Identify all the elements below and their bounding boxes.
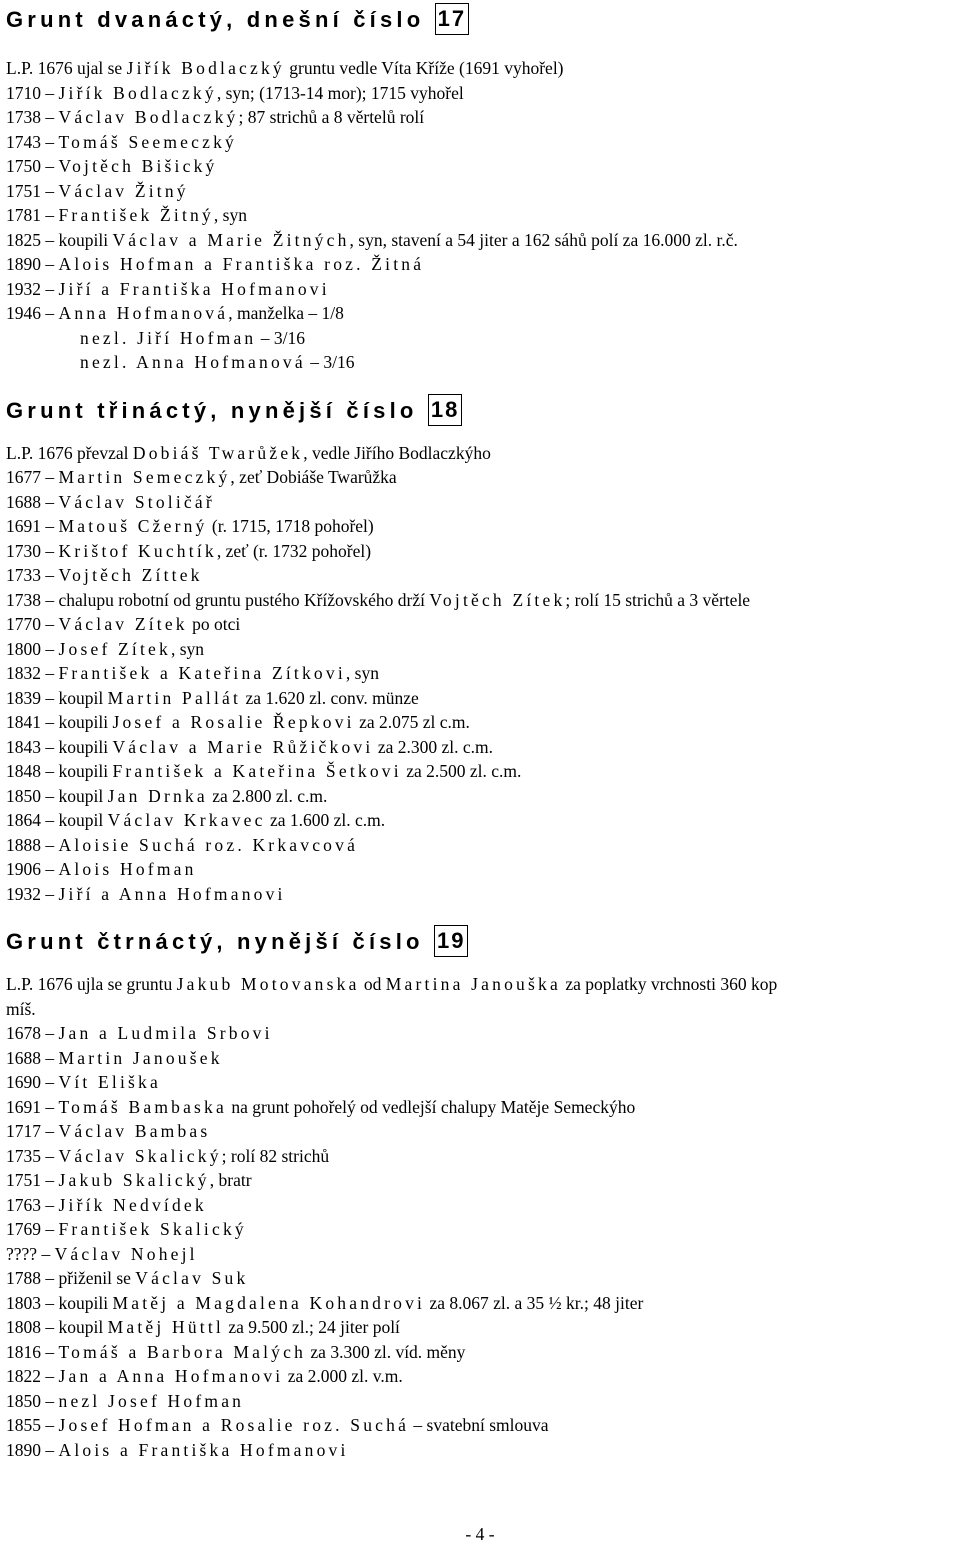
person-name: Jakub Skalický [58,1170,210,1190]
entry-text: , syn, stavení a 54 jiter a 162 sáhů polí za 16.000 zl. r.č. [349,229,738,250]
entry-line [6,514,960,539]
entry-text: 1690 – [6,1072,59,1092]
entry-text: , vedle Jiřího Bodlaczkýho [303,442,491,463]
entry-text: ; 87 strichů a 8 věrtelů rolí [238,107,425,127]
entry-text: ; rolí 15 strichů a 3 věrtele [565,589,751,610]
entry-line [6,252,960,277]
entry-text: 1822 – [6,1366,59,1386]
entry-line [6,784,960,809]
person-name: Jiřík Bodlaczký [58,82,217,103]
person-name: Vojtěch Zítek [429,589,566,610]
entry-text: 1841 – koupili [6,712,113,732]
entry-text: za 8.067 zl. a 35 ½ kr.; 48 jiter [425,1292,644,1313]
entry-text: za poplatky vrchnosti 360 kop [560,974,778,994]
entry-text: 1839 – koupil [6,687,108,708]
entry-text: 1848 – koupili [6,761,113,781]
entry-line [6,1413,960,1438]
entry-text: 1751 – [6,1170,59,1190]
entry-text: 1688 – [6,491,59,512]
entry-text: L.P. 1676 ujla se gruntu [6,974,177,994]
entry-line [6,56,960,81]
entry-text: od [359,974,386,994]
entry-line [6,661,960,686]
entry-text: 1770 – [6,614,59,634]
entry-line [6,759,960,784]
entry-text: 1710 – [6,82,59,103]
entry-line [6,1119,960,1144]
entry-line [6,612,960,637]
person-name: Václav Bambas [58,1121,211,1141]
entry-text: 1855 – [6,1415,59,1435]
entry-line [6,1340,960,1365]
entry-line [6,1193,960,1218]
entry-text: ; rolí 82 strichů [221,1145,330,1166]
entry-text: 1843 – koupili [6,736,113,757]
entry-line [6,490,960,515]
entry-line [6,441,960,466]
entry-line [6,154,960,179]
entry-line [6,179,960,204]
entry-text: 1864 – koupil [6,810,108,830]
person-name: Alois a Františka Hofmanovi [58,1439,349,1460]
entry-text: 1738 – [6,107,59,127]
person-name: Václav Žitný [58,180,189,201]
entry-line [6,1217,960,1242]
person-name: Václav Krkavec [107,810,266,830]
person-name: Vojtěch Bišický [58,156,218,176]
entry-text: míš. [6,998,36,1019]
entry-line [6,326,960,351]
entry-text: 1803 – koupili [6,1292,113,1313]
person-name: Krištof Kuchtík [58,540,217,561]
entry-text: 1691 – [6,1096,59,1117]
section-19 [6,922,960,1462]
section-number-box: 19 [434,925,468,957]
entry-text: L.P. 1676 převzal [6,442,133,463]
entry-text: 1932 – [6,278,59,299]
person-name: Jiří a Anna Hofmanovi [58,883,286,904]
entry-line [6,465,960,490]
entry-text: po otci [187,614,241,634]
entry-line [6,1364,960,1389]
person-name: Václav Zítek [58,614,188,634]
entry-line [6,1315,960,1340]
person-name: Josef a Rosalie Řepkovi [112,712,355,732]
entry-list [6,972,960,1462]
entry-text: za 1.600 zl. c.m. [265,810,386,830]
person-name: Tomáš Bambaska [58,1096,227,1117]
section-title: Grunt třináctý, nynější číslo [6,397,418,423]
section-number-box: 17 [435,3,469,35]
entry-text: na grunt pohořelý od vedlejší chalupy Matěje Semeckýho [226,1096,636,1117]
entry-text: – svatební smlouva [409,1415,549,1435]
entry-text: 1763 – [6,1194,59,1215]
entry-text: – 3/16 [256,327,306,348]
entry-text: za 2.300 zl. c.m. [373,736,493,757]
entry-list [6,56,960,375]
entry-text: 1677 – [6,467,59,487]
entry-line [6,539,960,564]
section-heading [6,0,960,40]
entry-text: L.P. 1676 ujal se [6,58,127,78]
entry-line [6,857,960,882]
entry-line [6,1291,960,1316]
entry-text: 1800 – [6,638,59,659]
person-name: Jakub Motovanska [176,974,360,994]
person-name: Matěj a Magdalena Kohandrovi [112,1292,426,1313]
person-name: Václav Suk [135,1268,249,1288]
entry-line [6,1266,960,1291]
entry-line [6,1168,960,1193]
person-name: Václav a Marie Žitných [112,229,350,250]
entry-line [6,972,960,997]
entry-line [6,1144,960,1169]
person-name: Jiří a Františka Hofmanovi [58,278,330,299]
person-name: nezl. Anna Hofmanová [80,352,306,372]
entry-text: za 2.000 zl. v.m. [283,1366,403,1386]
person-name: Josef Hofman a Rosalie roz. Suchá [58,1415,410,1435]
entry-text: 1717 – [6,1121,59,1141]
entry-line [6,1095,960,1120]
entry-text: 1750 – [6,156,59,176]
section-number-box: 18 [428,394,462,426]
entry-line [6,203,960,228]
person-name: Alois Hofman a Františka roz. Žitná [58,254,425,274]
entry-text: , syn; (1713-14 mor); 1715 vyhořel [216,82,464,103]
entry-text: za 2.800 zl. c.m. [207,785,328,806]
entry-text: 1850 – [6,1390,59,1411]
entry-line [6,882,960,907]
entry-text: 1769 – [6,1219,59,1239]
person-name: František Skalický [58,1219,247,1239]
person-name: Martina Janouška [385,974,561,994]
entry-line [6,350,960,375]
entry-text: , syn [345,663,379,683]
entry-line [6,1021,960,1046]
person-name: Jan Drnka [107,785,208,806]
entry-text: 1688 – [6,1047,59,1068]
entry-text: (r. 1715, 1718 pohořel) [207,516,374,536]
entry-text: 1932 – [6,883,59,904]
entry-line [6,301,960,326]
person-name: nezl. Jiří Hofman [80,327,257,348]
entry-line [6,1070,960,1095]
entry-text: za 2.500 zl. c.m. [401,761,522,781]
person-name: Martin Janoušek [58,1047,223,1068]
person-name: Václav Bodlaczký [58,107,239,127]
entry-text: gruntu vedle Víta Kříže (1691 vyhořel) [284,58,564,78]
entry-line [6,81,960,106]
entry-text: 1888 – [6,834,59,855]
person-name: Matouš Cžerný [58,516,208,536]
entry-text: 1946 – [6,303,59,323]
person-name: Jiřík Nedvídek [58,1194,207,1215]
entry-text: 1825 – koupili [6,229,113,250]
entry-line [6,1389,960,1414]
entry-text: 1816 – [6,1341,59,1362]
entry-text: za 1.620 zl. conv. münze [241,687,419,708]
person-name: Dobiáš Twarůžek [132,442,304,463]
person-name: Vít Eliška [58,1072,161,1092]
entry-text: za 2.075 zl c.m. [354,712,470,732]
entry-line [6,735,960,760]
entry-text: – 3/16 [305,352,355,372]
section-18 [6,391,960,907]
entry-text: 1890 – [6,254,59,274]
entry-text: , bratr [209,1170,252,1190]
section-heading [6,391,960,431]
entry-line [6,1438,960,1463]
entry-line [6,997,960,1022]
person-name: Václav Stoličář [58,491,215,512]
entry-list [6,441,960,907]
entry-text: 1906 – [6,859,59,879]
person-name: nezl Josef Hofman [58,1390,245,1411]
entry-text: 1808 – koupil [6,1317,108,1337]
entry-line [6,833,960,858]
entry-text: 1691 – [6,516,59,536]
person-name: Josef Zítek [58,638,171,659]
person-name: Tomáš a Barbora Malých [58,1341,307,1362]
entry-text: , syn [170,638,205,659]
entry-text: 1788 – přiženil se [6,1268,136,1288]
entry-line [6,105,960,130]
section-heading [6,922,960,962]
entry-line [6,563,960,588]
section-title: Grunt čtrnáctý, nynější číslo [6,929,424,954]
person-name: Václav Skalický [58,1145,222,1166]
person-name: Václav a Marie Růžičkovi [112,736,374,757]
entry-text: 1751 – [6,180,59,201]
entry-text: 1850 – koupil [6,785,108,806]
entry-text: 1735 – [6,1145,59,1166]
entry-text: , zeť Dobiáše Twarůžka [230,467,397,487]
person-name: Vojtěch Zíttek [58,565,203,585]
person-name: Alois Hofman [58,859,197,879]
entry-line [6,130,960,155]
entry-text: 1730 – [6,540,59,561]
person-name: Matěj Hüttl [107,1317,224,1337]
entry-line [6,808,960,833]
entry-line [6,686,960,711]
person-name: Aloisie Suchá roz. Krkavcová [58,834,359,855]
person-name: Martin Semeczký [58,467,231,487]
entry-text: ???? – [6,1243,55,1264]
entry-text: 1781 – [6,205,59,225]
person-name: Jiřík Bodlaczký [126,58,285,78]
person-name: Jan a Ludmila Srbovi [58,1023,273,1043]
entry-text: 1678 – [6,1023,59,1043]
entry-line [6,228,960,253]
section-17 [6,0,960,375]
entry-text: 1738 – chalupu robotní od gruntu pustého Křížovského drží [6,589,430,610]
entry-text: 1733 – [6,565,59,585]
page-number: - 4 - [465,1524,495,1544]
entry-line [6,637,960,662]
entry-text: , zeť (r. 1732 pohořel) [216,540,372,561]
person-name: Jan a Anna Hofmanovi [58,1366,284,1386]
entry-line [6,710,960,735]
entry-text: 1890 – [6,1439,59,1460]
document-page [6,0,960,1462]
entry-text: , manželka – 1/8 [228,303,344,323]
entry-line [6,588,960,613]
entry-text: 1832 – [6,663,59,683]
entry-text: za 3.300 zl. víd. měny [306,1341,466,1362]
person-name: Martin Pallát [107,687,242,708]
person-name: Anna Hofmanová [58,303,229,323]
person-name: Tomáš Seemeczký [58,131,237,152]
person-name: Václav Nohejl [54,1243,198,1264]
entry-line [6,1046,960,1071]
entry-text: za 9.500 zl.; 24 jiter polí [223,1317,400,1337]
person-name: František a Kateřina Šetkovi [112,761,402,781]
entry-line [6,1242,960,1267]
person-name: František Žitný [58,205,214,225]
person-name: František a Kateřina Zítkovi [58,663,346,683]
entry-text: 1743 – [6,131,59,152]
section-title: Grunt dvanáctý, dnešní číslo [6,7,425,32]
entry-line [6,277,960,302]
entry-text: , syn [213,205,247,225]
